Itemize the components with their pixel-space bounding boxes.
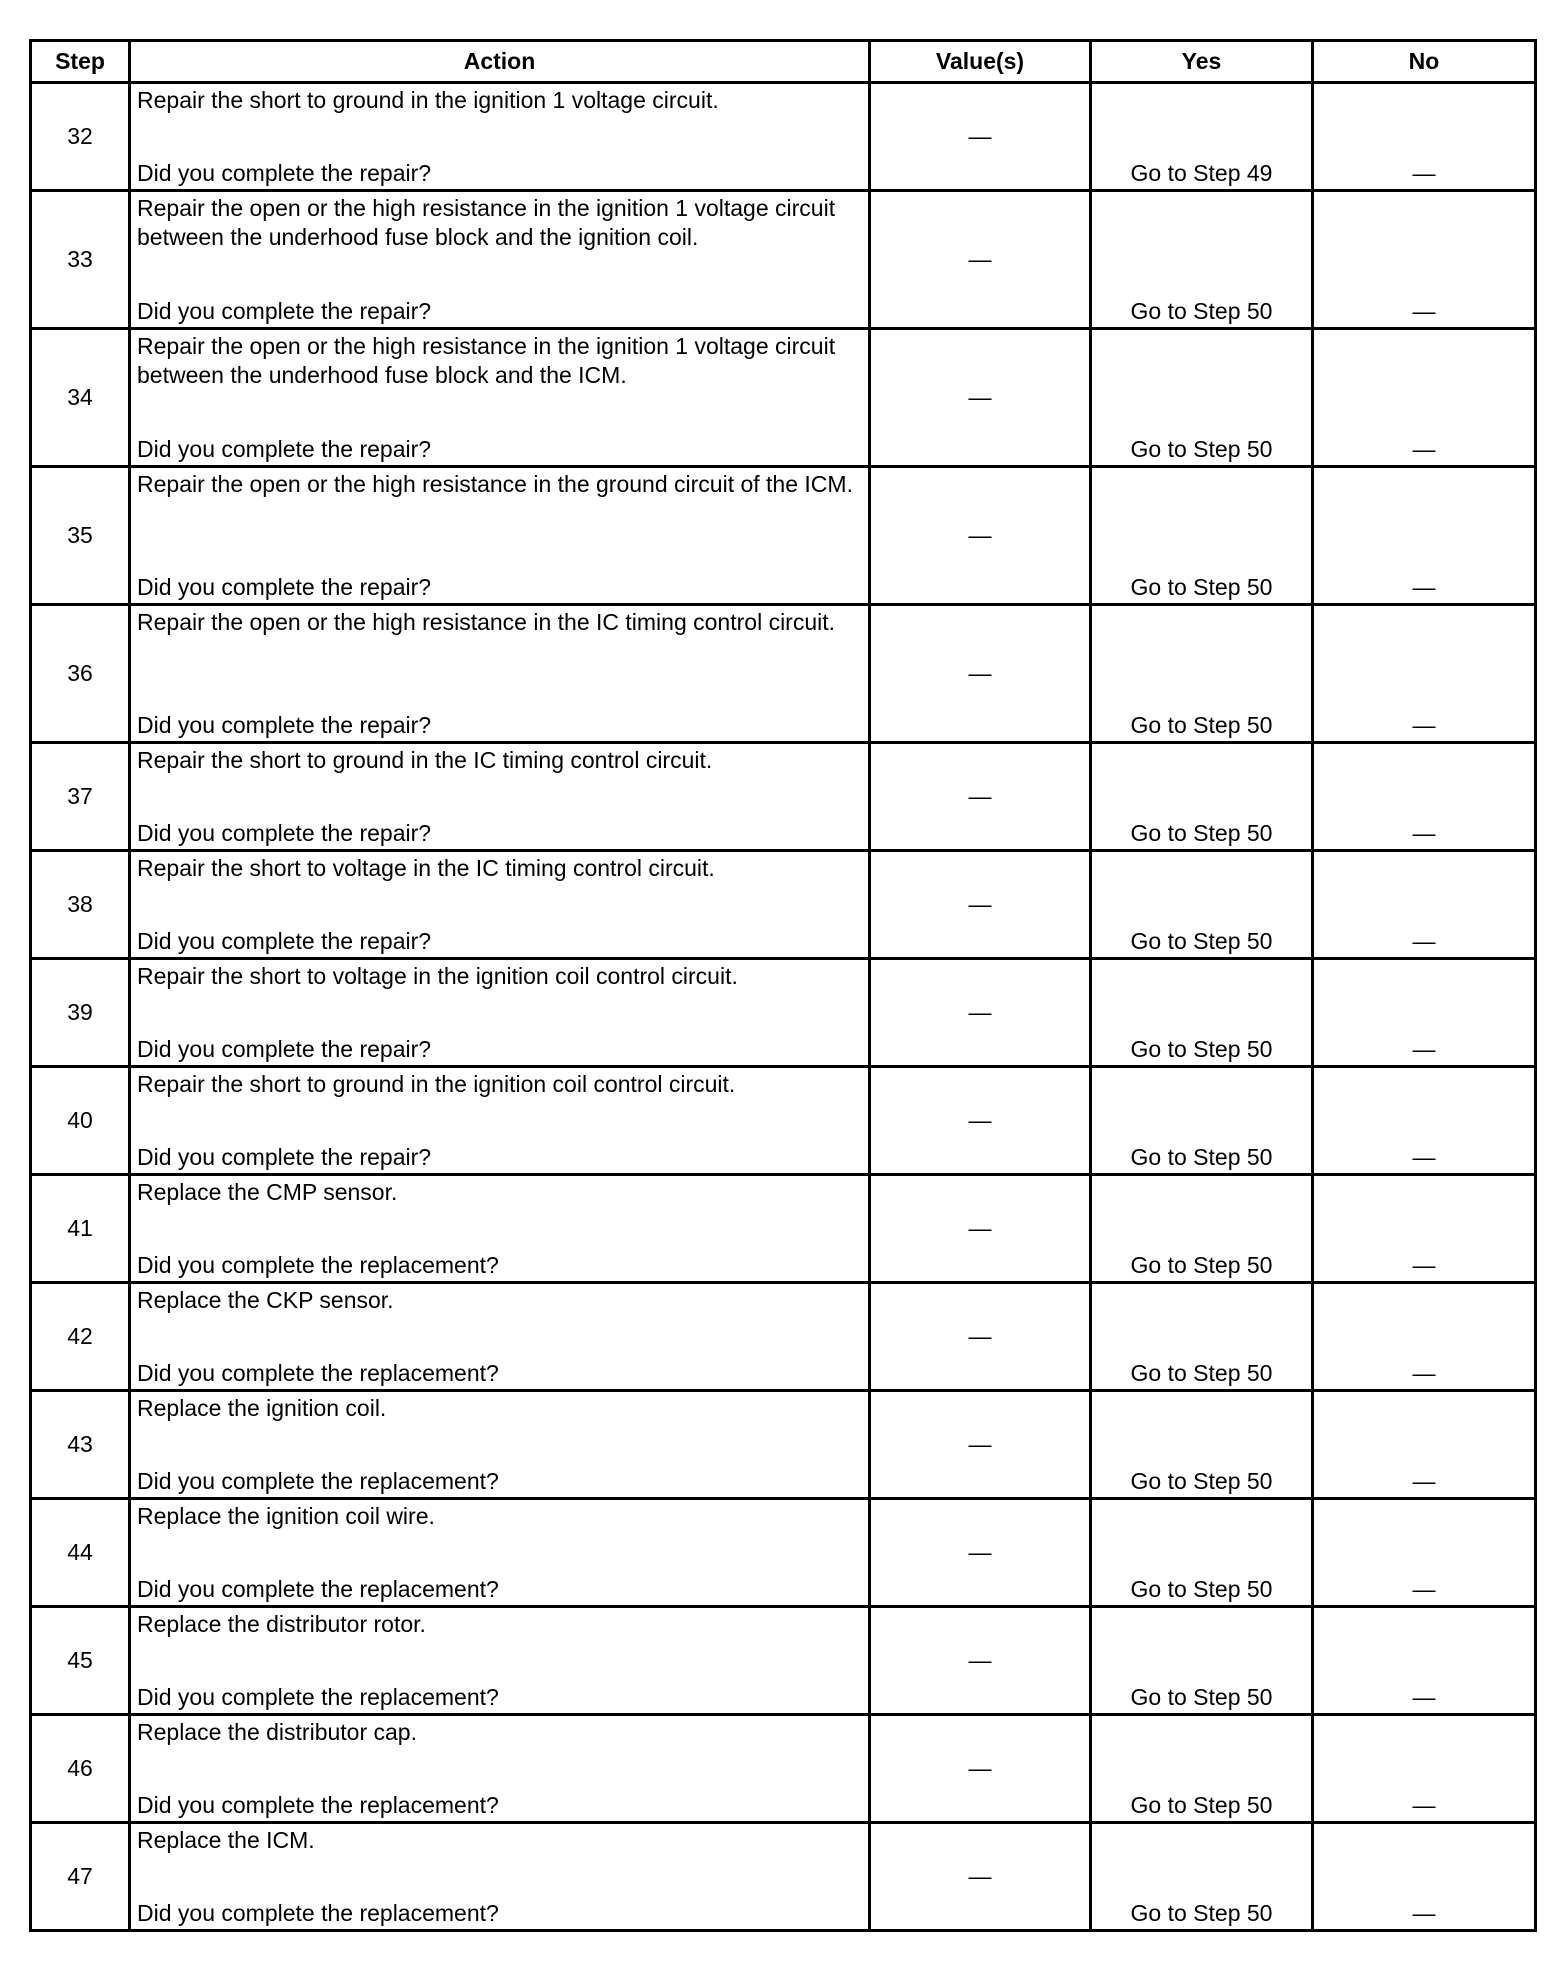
action-instruction: Repair the short to voltage in the ignition coil control circuit.	[137, 963, 738, 989]
yes-cell: Go to Step 50	[1091, 467, 1313, 605]
action-instruction: Replace the CMP sensor.	[137, 1179, 398, 1205]
table-row	[31, 1283, 1536, 1391]
action-cell	[130, 83, 870, 191]
table-row	[31, 959, 1536, 1067]
action-question: Did you complete the repair?	[137, 712, 432, 738]
no-cell: —	[1313, 191, 1536, 329]
value-cell: —	[870, 1391, 1091, 1499]
step-number: 38	[31, 851, 130, 959]
action-cell	[130, 191, 870, 329]
action-cell	[130, 1715, 870, 1823]
no-cell: —	[1313, 743, 1536, 851]
header-no: No	[1313, 41, 1536, 83]
table-row	[31, 329, 1536, 467]
yes-cell: Go to Step 50	[1091, 191, 1313, 329]
yes-cell: Go to Step 50	[1091, 1175, 1313, 1283]
action-question: Did you complete the repair?	[137, 928, 432, 954]
diagnostic-table	[29, 39, 1537, 1932]
yes-cell: Go to Step 50	[1091, 743, 1313, 851]
table-row	[31, 1499, 1536, 1607]
action-question: Did you complete the replacement?	[137, 1252, 499, 1278]
action-cell	[130, 467, 870, 605]
action-question: Did you complete the repair?	[137, 160, 432, 186]
header-action: Action	[130, 41, 870, 83]
action-instruction: Repair the open or the high resistance in the ignition 1 voltage circuit between the underhood fuse block and the ignition coil.	[137, 195, 836, 250]
action-instruction: Repair the open or the high resistance in the ignition 1 voltage circuit between the underhood fuse block and the ICM.	[137, 333, 836, 388]
action-cell	[130, 1823, 870, 1931]
step-number: 42	[31, 1283, 130, 1391]
action-question: Did you complete the repair?	[137, 436, 432, 462]
no-cell: —	[1313, 467, 1536, 605]
action-question: Did you complete the repair?	[137, 820, 432, 846]
action-instruction: Repair the short to voltage in the IC timing control circuit.	[137, 855, 715, 881]
step-number: 43	[31, 1391, 130, 1499]
action-cell	[130, 1175, 870, 1283]
action-cell	[130, 329, 870, 467]
table-row	[31, 83, 1536, 191]
yes-cell: Go to Step 50	[1091, 851, 1313, 959]
yes-cell: Go to Step 50	[1091, 1067, 1313, 1175]
action-instruction: Repair the short to ground in the IC timing control circuit.	[137, 747, 713, 773]
action-cell	[130, 605, 870, 743]
header-step: Step	[31, 41, 130, 83]
no-cell: —	[1313, 1715, 1536, 1823]
value-cell: —	[870, 83, 1091, 191]
no-cell: —	[1313, 1607, 1536, 1715]
action-instruction: Replace the ignition coil wire.	[137, 1503, 435, 1529]
yes-cell: Go to Step 50	[1091, 1715, 1313, 1823]
action-instruction: Repair the open or the high resistance in the ground circuit of the ICM.	[137, 471, 853, 497]
value-cell: —	[870, 851, 1091, 959]
action-cell	[130, 851, 870, 959]
step-number: 37	[31, 743, 130, 851]
header-yes: Yes	[1091, 41, 1313, 83]
value-cell: —	[870, 329, 1091, 467]
step-number: 34	[31, 329, 130, 467]
action-question: Did you complete the replacement?	[137, 1468, 499, 1494]
no-cell: —	[1313, 1499, 1536, 1607]
value-cell: —	[870, 1823, 1091, 1931]
yes-cell: Go to Step 50	[1091, 605, 1313, 743]
value-cell: —	[870, 1499, 1091, 1607]
action-cell	[130, 1283, 870, 1391]
table-row	[31, 605, 1536, 743]
action-question: Did you complete the replacement?	[137, 1792, 499, 1818]
step-number: 36	[31, 605, 130, 743]
table-row	[31, 191, 1536, 329]
yes-cell: Go to Step 50	[1091, 1283, 1313, 1391]
value-cell: —	[870, 191, 1091, 329]
action-question: Did you complete the replacement?	[137, 1576, 499, 1602]
no-cell: —	[1313, 1391, 1536, 1499]
action-cell	[130, 1607, 870, 1715]
yes-cell: Go to Step 50	[1091, 1391, 1313, 1499]
action-cell	[130, 959, 870, 1067]
table-row	[31, 1067, 1536, 1175]
header-row	[31, 41, 1536, 83]
yes-cell: Go to Step 50	[1091, 1499, 1313, 1607]
action-question: Did you complete the repair?	[137, 1036, 432, 1062]
value-cell: —	[870, 1067, 1091, 1175]
step-number: 39	[31, 959, 130, 1067]
action-instruction: Repair the open or the high resistance in the IC timing control circuit.	[137, 609, 836, 635]
yes-cell: Go to Step 50	[1091, 1823, 1313, 1931]
step-number: 44	[31, 1499, 130, 1607]
step-number: 32	[31, 83, 130, 191]
action-instruction: Replace the CKP sensor.	[137, 1287, 394, 1313]
action-cell	[130, 1391, 870, 1499]
value-cell: —	[870, 959, 1091, 1067]
no-cell: —	[1313, 1175, 1536, 1283]
value-cell: —	[870, 743, 1091, 851]
step-number: 47	[31, 1823, 130, 1931]
value-cell: —	[870, 1283, 1091, 1391]
action-instruction: Replace the ICM.	[137, 1827, 315, 1853]
yes-cell: Go to Step 50	[1091, 959, 1313, 1067]
yes-cell: Go to Step 49	[1091, 83, 1313, 191]
no-cell: —	[1313, 329, 1536, 467]
value-cell: —	[870, 1175, 1091, 1283]
action-instruction: Replace the ignition coil.	[137, 1395, 387, 1421]
value-cell: —	[870, 467, 1091, 605]
step-number: 35	[31, 467, 130, 605]
action-question: Did you complete the replacement?	[137, 1900, 499, 1926]
no-cell: —	[1313, 83, 1536, 191]
table-row	[31, 1175, 1536, 1283]
step-number: 45	[31, 1607, 130, 1715]
table-row	[31, 851, 1536, 959]
step-number: 41	[31, 1175, 130, 1283]
no-cell: —	[1313, 1283, 1536, 1391]
action-cell	[130, 743, 870, 851]
value-cell: —	[870, 1715, 1091, 1823]
no-cell: —	[1313, 851, 1536, 959]
table-row	[31, 1715, 1536, 1823]
action-cell	[130, 1499, 870, 1607]
action-instruction: Replace the distributor rotor.	[137, 1611, 426, 1637]
action-question: Did you complete the repair?	[137, 574, 432, 600]
action-instruction: Repair the short to ground in the ignition 1 voltage circuit.	[137, 87, 719, 113]
table-row	[31, 1823, 1536, 1931]
table-row	[31, 1391, 1536, 1499]
action-instruction: Replace the distributor cap.	[137, 1719, 417, 1745]
step-number: 40	[31, 1067, 130, 1175]
step-number: 46	[31, 1715, 130, 1823]
table-row	[31, 743, 1536, 851]
action-question: Did you complete the replacement?	[137, 1360, 499, 1386]
yes-cell: Go to Step 50	[1091, 329, 1313, 467]
action-question: Did you complete the repair?	[137, 1144, 432, 1170]
value-cell: —	[870, 1607, 1091, 1715]
no-cell: —	[1313, 1067, 1536, 1175]
yes-cell: Go to Step 50	[1091, 1607, 1313, 1715]
no-cell: —	[1313, 1823, 1536, 1931]
no-cell: —	[1313, 605, 1536, 743]
action-instruction: Repair the short to ground in the ignition coil control circuit.	[137, 1071, 736, 1097]
table-row	[31, 467, 1536, 605]
step-number: 33	[31, 191, 130, 329]
no-cell: —	[1313, 959, 1536, 1067]
value-cell: —	[870, 605, 1091, 743]
action-question: Did you complete the repair?	[137, 298, 432, 324]
table-row	[31, 1607, 1536, 1715]
action-question: Did you complete the replacement?	[137, 1684, 499, 1710]
action-cell	[130, 1067, 870, 1175]
header-values: Value(s)	[870, 41, 1091, 83]
